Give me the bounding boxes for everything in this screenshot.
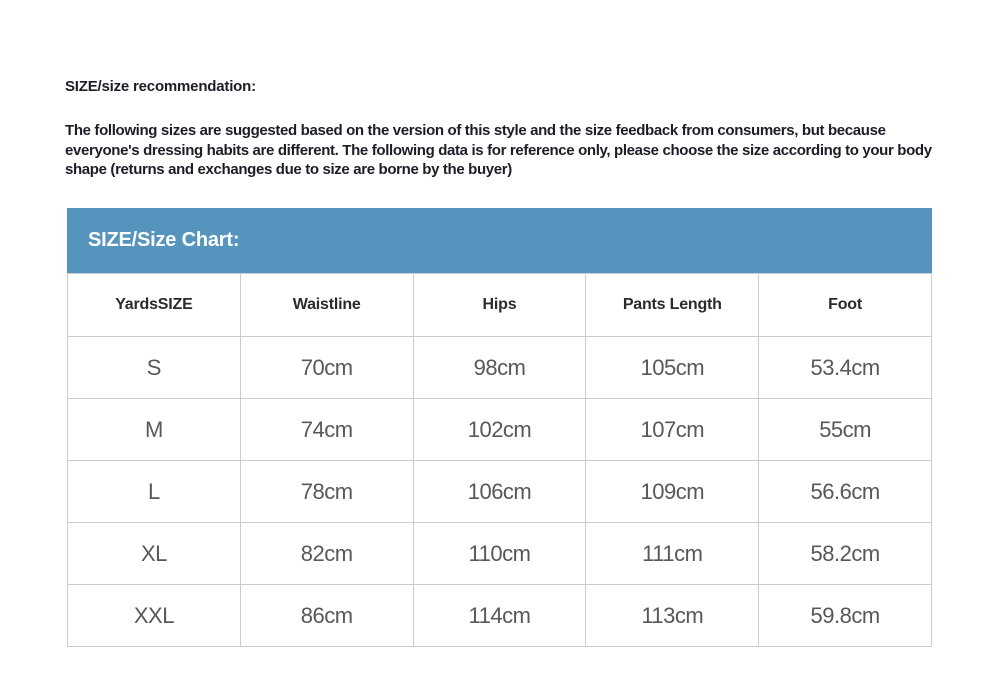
cell-pants-length: 107cm bbox=[586, 399, 759, 461]
table-row bbox=[68, 399, 932, 461]
cell-hips: 106cm bbox=[413, 461, 586, 523]
column-header-hips: Hips bbox=[413, 274, 586, 337]
cell-waistline: 74cm bbox=[240, 399, 413, 461]
cell-foot: 59.8cm bbox=[759, 585, 932, 647]
cell-waistline: 70cm bbox=[240, 337, 413, 399]
cell-waistline: 82cm bbox=[240, 523, 413, 585]
cell-foot: 53.4cm bbox=[759, 337, 932, 399]
cell-pants-length: 105cm bbox=[586, 337, 759, 399]
cell-foot: 58.2cm bbox=[759, 523, 932, 585]
size-recommendation-heading: SIZE/size recommendation: bbox=[65, 78, 256, 95]
size-recommendation-text: The following sizes are suggested based on the version of this style and the size feedback from consumers, but because everyone's dressing habits are different. The following data is for reference only, please choose the size according to your body shape (returns and exchanges due to size are borne by the buyer) bbox=[65, 122, 932, 178]
cell-hips: 114cm bbox=[413, 585, 586, 647]
table-row bbox=[68, 523, 932, 585]
cell-foot: 55cm bbox=[759, 399, 932, 461]
cell-pants-length: 113cm bbox=[586, 585, 759, 647]
cell-hips: 102cm bbox=[413, 399, 586, 461]
cell-waistline: 78cm bbox=[240, 461, 413, 523]
cell-size-label: S bbox=[68, 337, 241, 399]
column-header-size: YardsSIZE bbox=[68, 274, 241, 337]
cell-pants-length: 109cm bbox=[586, 461, 759, 523]
column-header-waistline: Waistline bbox=[240, 274, 413, 337]
cell-size-label: M bbox=[68, 399, 241, 461]
table-header-row bbox=[68, 274, 932, 337]
cell-size-label: XL bbox=[68, 523, 241, 585]
size-chart-title: SIZE/Size Chart: bbox=[88, 229, 240, 251]
cell-pants-length: 111cm bbox=[586, 523, 759, 585]
cell-waistline: 86cm bbox=[240, 585, 413, 647]
table-row bbox=[68, 461, 932, 523]
cell-size-label: L bbox=[68, 461, 241, 523]
cell-hips: 110cm bbox=[413, 523, 586, 585]
cell-hips: 98cm bbox=[413, 337, 586, 399]
size-chart-section bbox=[67, 208, 932, 647]
table-row bbox=[68, 585, 932, 647]
size-chart-title-bar bbox=[67, 208, 932, 273]
table-row bbox=[68, 337, 932, 399]
cell-foot: 56.6cm bbox=[759, 461, 932, 523]
cell-size-label: XXL bbox=[68, 585, 241, 647]
size-chart-table bbox=[67, 273, 932, 647]
column-header-foot: Foot bbox=[759, 274, 932, 337]
column-header-pants-length: Pants Length bbox=[586, 274, 759, 337]
